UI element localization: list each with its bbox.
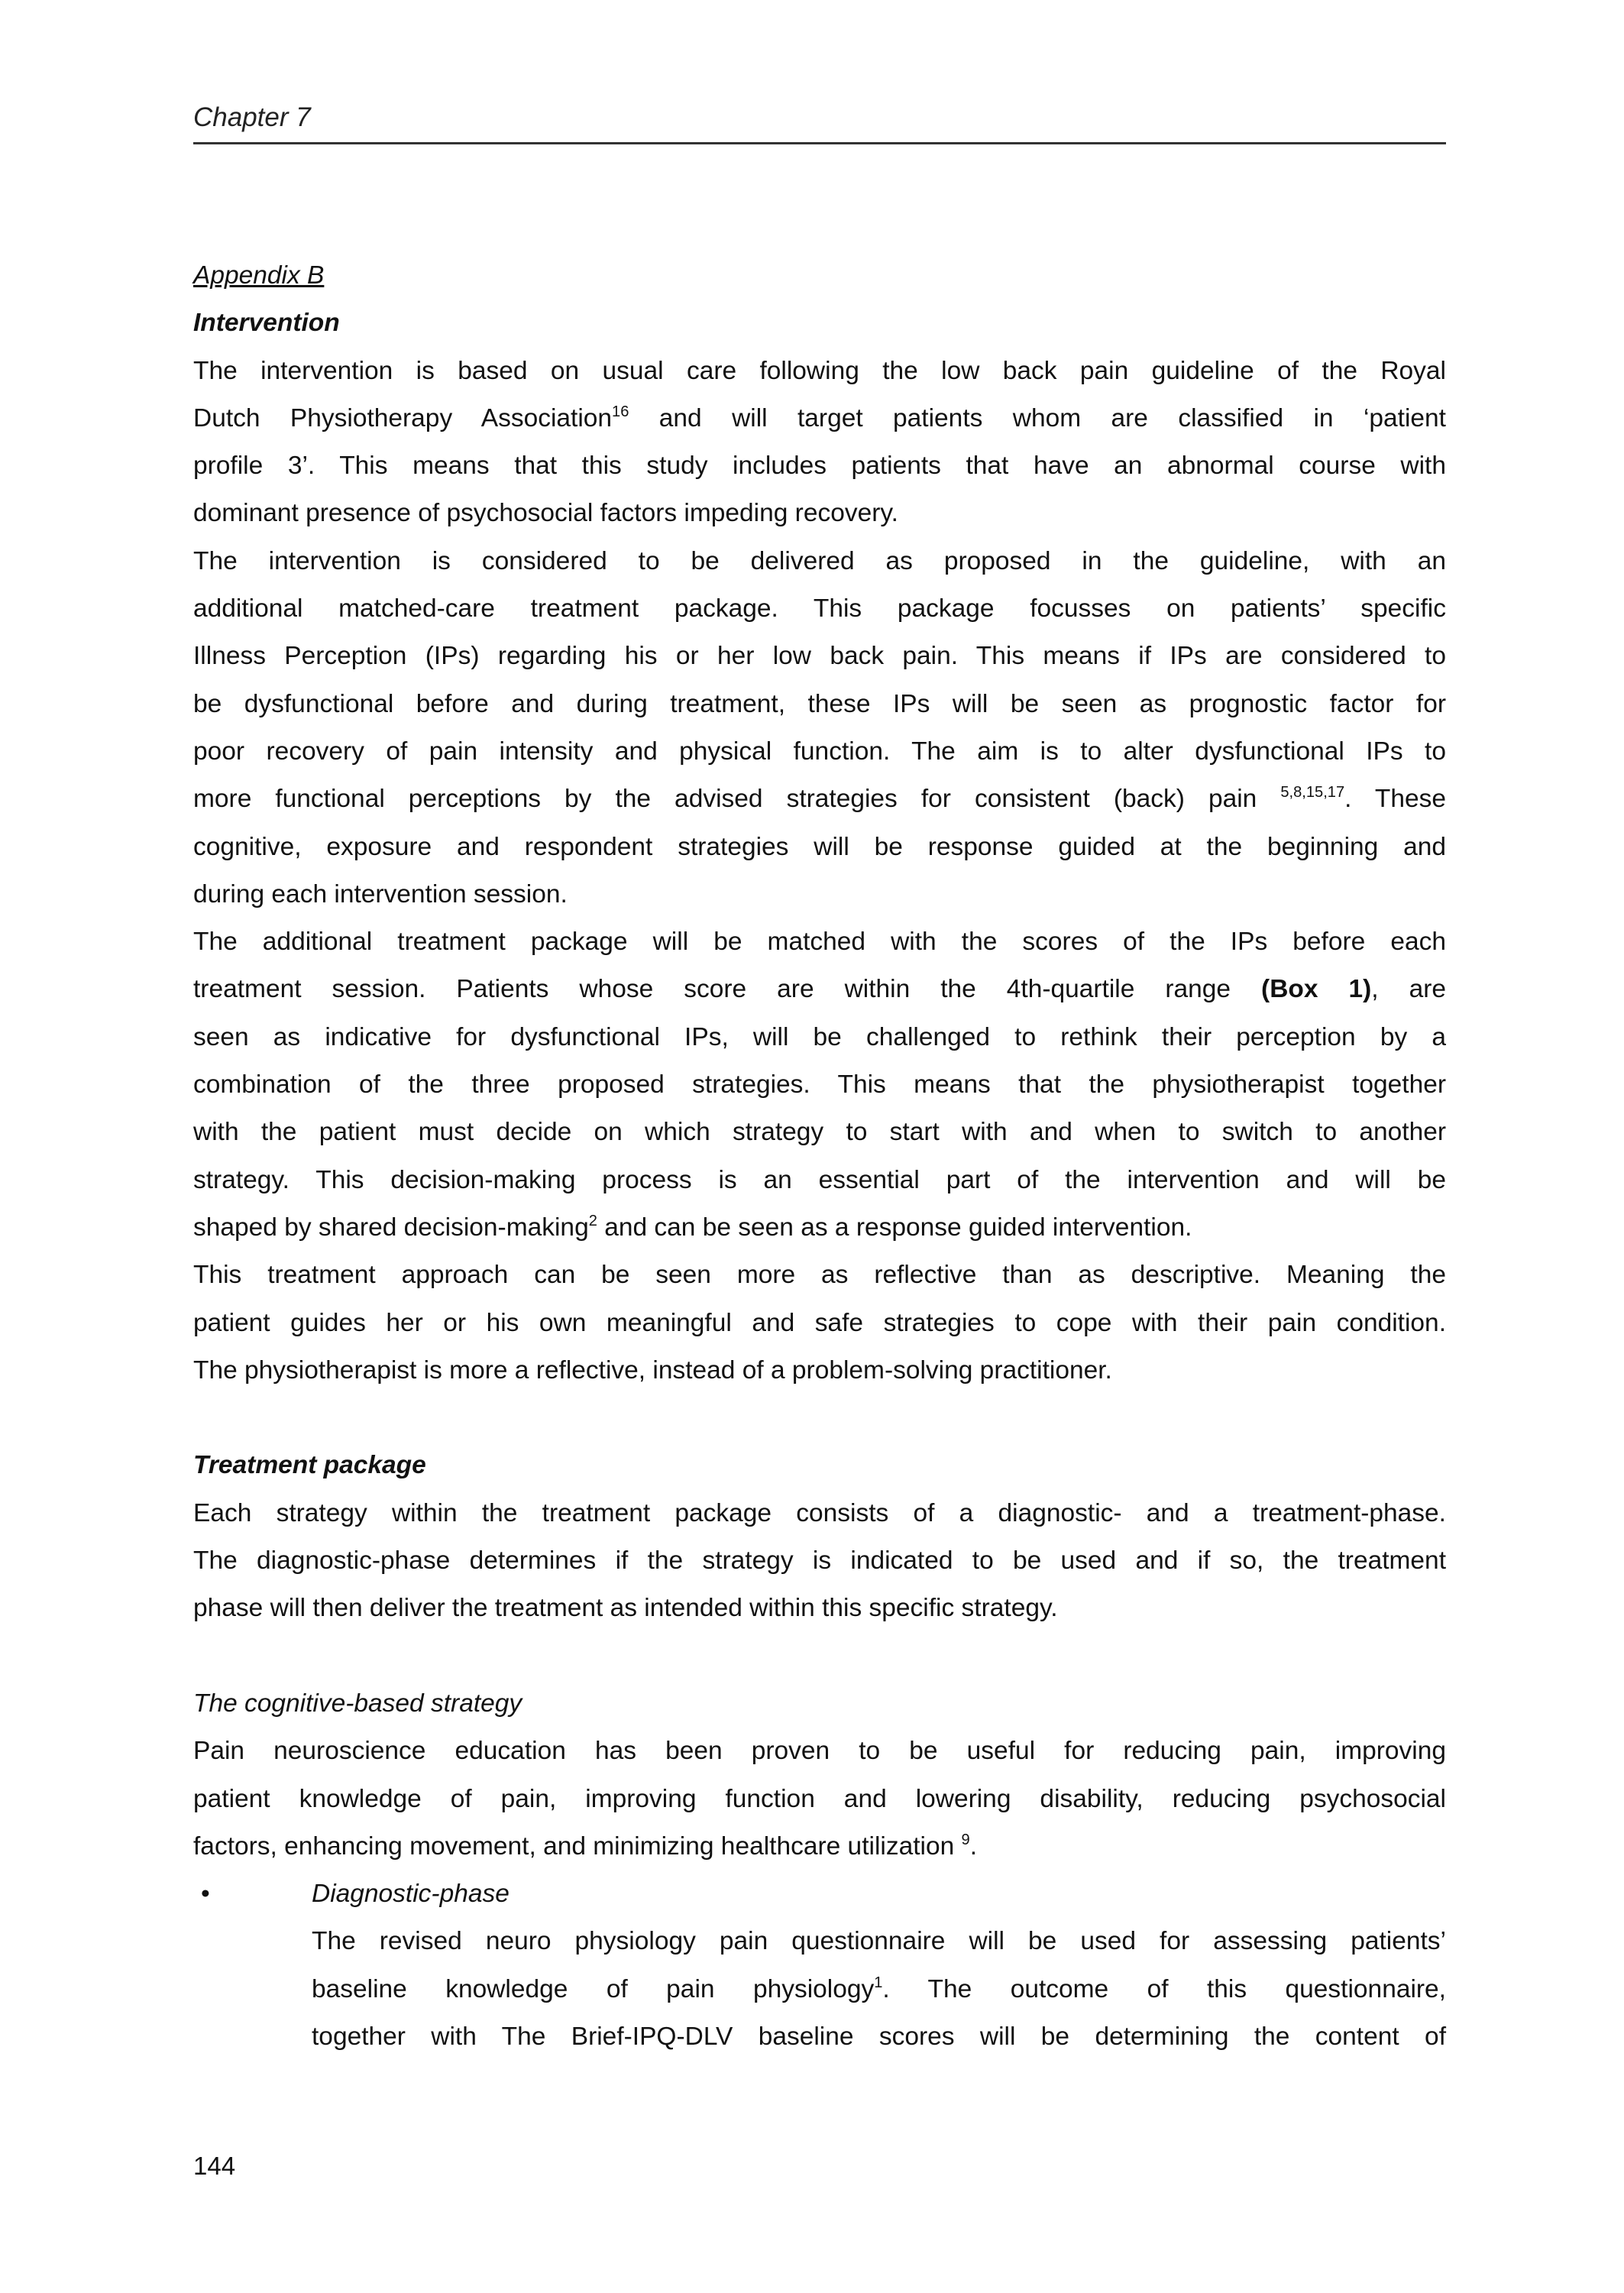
text-segment: factors, enhancing movement, and minimizing healthcare utilization [193, 1831, 962, 1861]
text-line [312, 2013, 1446, 2061]
section-heading: Intervention [193, 309, 340, 338]
appendix-heading: Appendix B [193, 261, 325, 290]
text-line [193, 1061, 1446, 1109]
text-segment: The additional treatment package will be matched with the scores of the IPs before each [193, 928, 1446, 957]
text-segment: profile 3’. This means that this study includes patients that have an abnormal course with [193, 452, 1446, 481]
text-segment: shaped by shared decision-making [193, 1213, 589, 1242]
text-segment: more functional perceptions by the advised strategies for consistent (back) pain [193, 785, 1281, 814]
text-segment: Dutch Physiotherapy Association [193, 403, 613, 432]
text-line [193, 490, 1446, 537]
text-segment: The intervention is considered to be delivered as proposed in the guideline, with an [193, 546, 1446, 575]
text-segment: Illness Perception (IPs) regarding his or her low back pain. This means if IPs are considered to [193, 642, 1446, 671]
text-segment: poor recovery of pain intensity and physical function. The aim is to alter dysfunctional IPs to [193, 737, 1446, 766]
paragraph [193, 1728, 1446, 1870]
text-segment: during each intervention session. [193, 879, 568, 908]
text-segment: together with The Brief-IPQ-DLV baseline scores will be determining the content of [312, 2022, 1446, 2051]
text-line [193, 1823, 1446, 1870]
text-line [193, 1109, 1446, 1156]
bold-reference: (Box 1) [1261, 975, 1372, 1004]
text-line [193, 633, 1446, 680]
paragraph [193, 538, 1446, 918]
text-segment: and can be seen as a response guided intervention. [597, 1213, 1192, 1242]
text-line [312, 1966, 1446, 2013]
bullet-title-line [193, 1870, 1446, 1918]
text-line [193, 918, 1446, 966]
footnote-reference: 2 [588, 1212, 597, 1229]
text-segment: phase will then deliver the treatment as intended within this specific strategy. [193, 1594, 1058, 1623]
text-segment: The physiotherapist is more a reflective, instead of a problem-solving practitioner. [193, 1355, 1112, 1385]
text-segment: . The outcome of this questionnaire, [882, 1974, 1446, 2003]
text-line [193, 1728, 1446, 1775]
text-line [193, 1300, 1446, 1347]
header-rule [193, 142, 1446, 144]
footnote-reference: 1 [874, 1974, 883, 1991]
text-line [193, 1014, 1446, 1061]
subsection-heading: The cognitive-based strategy [193, 1689, 522, 1718]
text-line [193, 1204, 1446, 1252]
bullet-icon: • [201, 1880, 210, 1909]
bullet-title: Diagnostic-phase [312, 1880, 510, 1909]
text-segment: The revised neuro physiology pain questionnaire will be used for assessing patients’ [312, 1927, 1446, 1956]
text-segment: , are [1371, 975, 1446, 1004]
text-line [193, 1585, 1446, 1632]
text-line [193, 1490, 1446, 1537]
section-heading: Treatment package [193, 1451, 426, 1480]
footnote-reference: 9 [961, 1831, 970, 1848]
paragraph [193, 1252, 1446, 1394]
text-line [193, 395, 1446, 442]
document-body [193, 252, 1446, 2061]
text-segment: patient guides her or his own meaningful and safe strategies to cope with their pain condition. [193, 1308, 1446, 1337]
text-segment: The intervention is based on usual care following the low back pain guideline of the Royal [193, 356, 1446, 385]
text-line [193, 585, 1446, 633]
text-line [193, 442, 1446, 490]
text-segment: treatment session. Patients whose score are within the 4th-quartile range [193, 975, 1262, 1004]
text-segment: Each strategy within the treatment package consists of a diagnostic- and a treatment-phase. [193, 1498, 1446, 1527]
footnote-reference: 5,8,15,17 [1280, 784, 1345, 802]
text-segment: The diagnostic-phase determines if the strategy is indicated to be used and if so, the treatment [193, 1546, 1446, 1576]
text-line [193, 728, 1446, 776]
text-line [193, 1252, 1446, 1299]
bullet-item [193, 1870, 1446, 2061]
text-segment: This treatment approach can be seen more as reflective than as descriptive. Meaning the [193, 1261, 1446, 1290]
blank-line [193, 1394, 1446, 1442]
text-line [193, 966, 1446, 1013]
running-head: Chapter 7 [193, 102, 311, 132]
text-segment: baseline knowledge of pain physiology [312, 1974, 875, 2003]
paragraph [193, 918, 1446, 1252]
blank-line [193, 1633, 1446, 1680]
text-segment: cognitive, exposure and respondent strategies will be response guided at the beginning and [193, 832, 1446, 861]
text-segment: strategy. This decision-making process is an essential part of the intervention and will be [193, 1165, 1446, 1194]
text-line [193, 1537, 1446, 1585]
text-segment: Pain neuroscience education has been proven to be useful for reducing pain, improving [193, 1737, 1446, 1766]
footnote-reference: 16 [612, 403, 629, 420]
text-segment: and will target patients whom are classified in ‘patient [629, 403, 1446, 432]
text-segment: patient knowledge of pain, improving function and lowering disability, reducing psychosocial [193, 1784, 1446, 1813]
text-line [312, 1918, 1446, 1965]
text-line [193, 1157, 1446, 1204]
text-segment: dominant presence of psychosocial factors impeding recovery. [193, 499, 898, 528]
text-segment: . [969, 1831, 978, 1861]
text-segment: seen as indicative for dysfunctional IPs, will be challenged to rethink their perception by a [193, 1022, 1446, 1051]
text-line [193, 1347, 1446, 1394]
text-segment: . These [1344, 785, 1447, 814]
text-segment: with the patient must decide on which strategy to start with and when to switch to another [193, 1118, 1446, 1147]
text-segment: additional matched-care treatment package. This package focusses on patients’ specific [193, 594, 1446, 623]
text-line [193, 538, 1446, 585]
text-line [193, 871, 1446, 918]
text-line [193, 1776, 1446, 1823]
text-line [193, 824, 1446, 871]
paragraph [193, 348, 1446, 538]
text-line [193, 681, 1446, 728]
paragraph [193, 1490, 1446, 1633]
page-number: 144 [193, 2152, 236, 2180]
text-line [193, 348, 1446, 395]
text-segment: combination of the three proposed strategies. This means that the physiotherapist together [193, 1070, 1446, 1100]
text-segment: be dysfunctional before and during treatment, these IPs will be seen as prognostic factor for [193, 689, 1446, 718]
text-line [193, 776, 1446, 823]
